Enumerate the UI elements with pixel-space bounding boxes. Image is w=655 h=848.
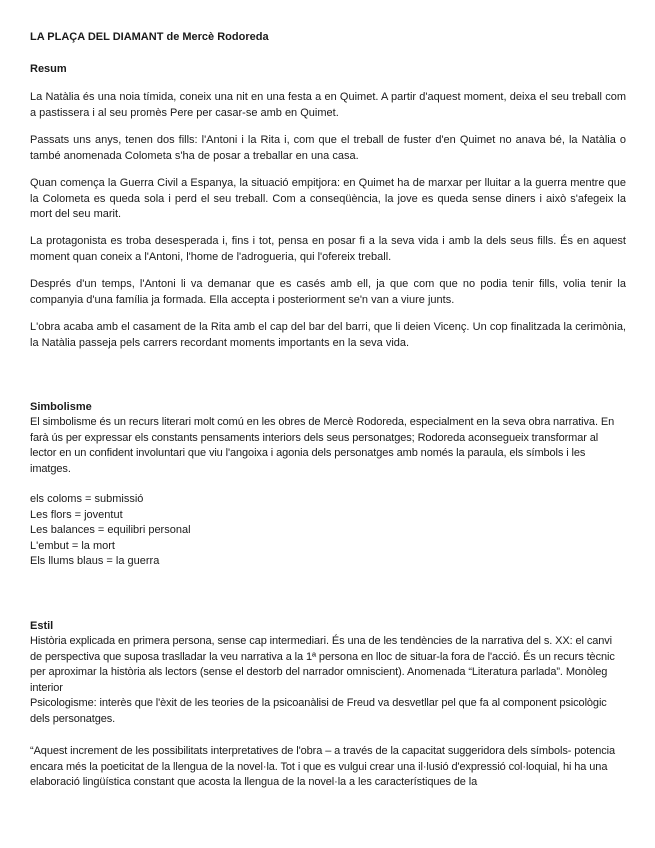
symbol-item: Els llums blaus = la guerra [30,555,160,567]
resum-paragraph: Quan comença la Guerra Civil a Espanya, la situació empitjora: en Quimet ha de marxar per lluitar a la guerra mentre que la Colometa es queda sola i perd el seu treball. Com a conseqüència, la jove es queda sense diners i això s'afegeix la mort del seu marit. [30,177,626,220]
simbolisme-heading: Simbolisme [30,401,92,413]
symbol-list [30,492,626,570]
resum-paragraph: La protagonista es troba desesperada i, fins i tot, pensa en posar fi a la seva vida i amb la dels seus fills. És en aquest moment quan coneix a l'Antoni, l'home de l'adrogueria, qui l'ofereix treball. [30,235,626,263]
psicologisme-text: Psicologisme: interès que l'èxit de les teories de la psicoanàlisi de Freud va desvetllar pel que fa al component psicològic dels personatges. [30,697,607,725]
resum-paragraph: Després d'un temps, l'Antoni li va demanar que es casés amb ell, ja que com que no podia tenir fills, volia tenir la companyia d'una família ja formada. Ella accepta i posteriorment se'n van a viure junts. [30,278,626,306]
estil-heading: Estil [30,620,54,632]
resum-heading: Resum [30,63,67,75]
symbol-item: L'embut = la mort [30,539,115,552]
resum-paragraph: L'obra acaba amb el casament de la Rita amb el cap del bar del barri, que li deien Vicenç. Un cop finalitzada la cerimònia, la Natàlia passeja pels carrers recordant moments importants en la seva vida. [30,321,626,349]
resum-paragraph: La Natàlia és una noia tímida, coneix una nit en una festa a en Quimet. A partir d'aquest moment, deixa el seu treball com a pastissera i al seu promès Pere per casar-se amb en Quimet. [30,91,626,119]
resum-paragraph: Passats uns anys, tenen dos fills: l'Antoni i la Rita i, com que el treball de fuster d'en Quimet no anava bé, la Natàlia o també anomenada Colometa s'ha de posar a treballar en una casa. [30,134,626,162]
document-title: LA PLAÇA DEL DIAMANT de Mercè Rodoreda [30,31,269,43]
estil-quote: “Aquest increment de les possibilitats interpretatives de l'obra – a través de la capacitat suggeridora dels símbols- potencia encara més la poeticitat de la llengua de la novel·la. Tot i que es vulgui crear una il·lusió d'expressió col·loquial, hi ha una elaboració lingüística constant que acosta la llengua de la novel·la a les característiques de la [30,745,616,788]
symbol-item: els coloms = submissió [30,493,144,505]
simbolisme-text: El simbolisme és un recurs literari molt comú en les obres de Mercè Rodoreda, especialment en la seva obra narrativa. En farà ús per expressar els constants pensaments interiors dels seus personatges; Rodoreda aconsegueix transformar al lector en un confident involuntari que viu l'angoixa i agonia dels personatges amb només la paraula, els símbols i les imatges. [30,416,615,475]
estil-text: Història explicada en primera persona, sense cap intermediari. És una de les tendències de la narrativa del s. XX: el canvi de perspectiva que suposa traslladar la veu narrativa a la 1ª persona en lloc de situar-la fora de l'acció. És un recurs tècnic per aproximar la història als lectors (sense el destorb del narrador omniscient). Anomenada “Literatura parlada”. Monòleg interior [30,635,615,694]
symbol-item: Les balances = equilibri personal [30,524,191,536]
symbol-item: Les flors = joventut [30,508,123,521]
